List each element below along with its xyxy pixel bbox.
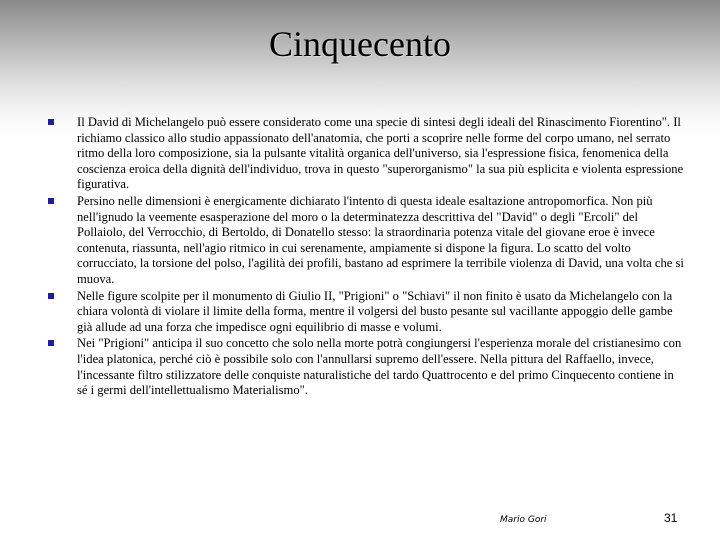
square-bullet-icon (48, 198, 54, 204)
slide-title: Cinquecento (269, 24, 451, 64)
bullet-text: Nelle figure scolpite per il monumento di Giulio II, "Prigioni" o "Schiavi" il non finito è usato da Michelangelo con la chiara volontà di violare il limite della forma, mentre il volgersi del busto pesante sul vacillante appoggio delle gambe già allude ad una forza che impedisce ogni equilibrio di masse e volumi. (77, 288, 673, 334)
bullet-list (48, 115, 684, 400)
bullet-item (48, 115, 684, 193)
bullet-item (48, 194, 684, 288)
bullet-item (48, 336, 684, 398)
bullet-text: Il David di Michelangelo può essere considerato come una specie di sintesi degli ideali del Rinascimento Fiorentino". Il richiamo classico allo studio appassionato dell'anatomia, che porti a scoprire nelle forme del corpo umano, nel serrato ritmo della loro composizione, sia la pulsante vitalità organica dell'universo, sia l'espressione fisica, fenomenica della coscienza eroica della dignità dell'individuo, trova in questo "superorganismo" la sua più esplicita e violenta espressione figurativa. (77, 115, 684, 192)
page-number: 31 (664, 511, 678, 525)
square-bullet-icon (48, 293, 54, 299)
footer-author: Mario Gori (500, 515, 547, 525)
bullet-text: Nei "Prigioni" anticipa il suo concetto che solo nella morte potrà congiungersi l'esperienza morale del cristianesimo con l'idea platonica, perché ciò è possibile solo con l'annullarsi supremo dell'essere. Nella pittura del Raffaello, invece, l'incessante filtro stilizzatore delle conquiste naturalistiche del tardo Quattrocento e del primo Cinquecento contiene in sé i germi dell'intellettualismo Materialismo". (77, 336, 682, 398)
square-bullet-icon (48, 340, 54, 346)
square-bullet-icon (48, 119, 54, 125)
bullet-text: Persino nelle dimensioni è energicamente dichiarato l'intento di questa ideale esaltazione antropomorfica. Non più nell'ignudo la veemente esasperazione del moro o la determinatezza descrittiva del "David" o degli "Ercoli" del Pollaiolo, del Verrocchio, di Bertoldo, di Donatello stesso: la straordinaria potenza vitale del giovane eroe è invece contenuta, riassunta, nell'agio ritmico in cui serenamente, ampiamente si dispone la figura. Lo scatto del volto corrucciato, la torsione del polso, l'agilità dei profili, bastano ad esprimere la terribile violenza di David, una volta che si muova. (77, 193, 684, 286)
bullet-item (48, 289, 684, 336)
